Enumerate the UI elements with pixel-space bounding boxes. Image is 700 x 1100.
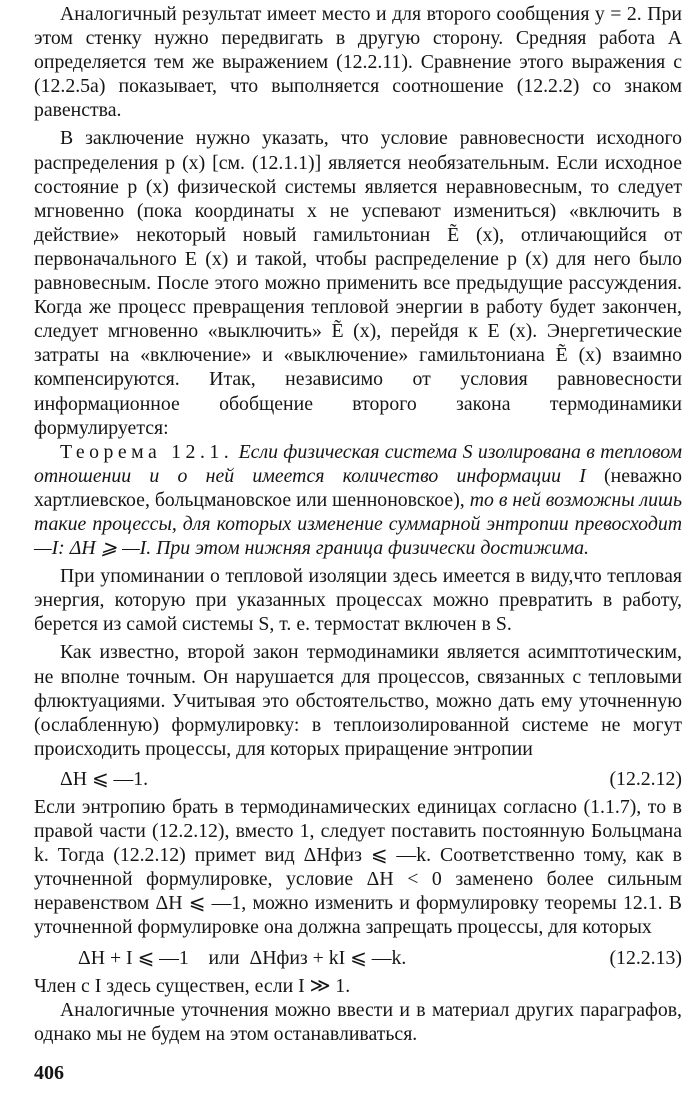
paragraph-4: Как известно, второй закон термодинамики является асимптотическим, не вполне точным. Он нарушается для процессов, связанных с тепловыми флюктуациями. Учитывая это обстоятельство, можно дать ему уточненную (ослабленную) формулировку: в теплоизолированной системе не могут происходить процессы, для которых приращение энтропии <box>34 641 682 760</box>
theorem-statement-part1: Если физическая система S изолирована в тепловом отношении и о ней имеется количество информации I <box>34 440 682 487</box>
equation-number: (12.2.12) <box>609 767 682 790</box>
formula-12-2-13 <box>34 946 682 970</box>
formula-expression: ΔH ⩽ —1. <box>60 767 149 790</box>
paragraph-6: Член с I здесь существен, если I ≫ 1. <box>34 974 351 997</box>
paragraph-1: Аналогичный результат имеет место и для второго сообщения y = 2. При этом стенку нужно передвигать в другую сторону. Средняя работа A определяется тем же выражением (12.2.11). Сравнение этого выражения с (12.2.5а) показывает, что выполняется соотношение (12.2.2) со знаком равенства. <box>34 3 682 122</box>
equation-number: (12.2.13) <box>609 946 682 969</box>
page-number: 406 <box>34 1062 64 1084</box>
formula-expression: ΔH + I ⩽ —1 или ΔHфиз + kI ⩽ —k. <box>78 946 407 969</box>
formula-12-2-12 <box>34 767 682 791</box>
theorem <box>34 440 682 560</box>
theorem-label: Теорема 12.1. <box>60 440 234 463</box>
paragraph-2: В заключение нужно указать, что условие равновесности исходного распределения p (x) [см. (12.1.1)] является необязательным. Если исходное состояние p (x) физической системы является неравновесным, то следует мгновенно (пока координаты x не успевают измениться) «включить в действие» некоторый новый гамильтониан Ẽ (x), отличающийся от первоначального E (x) и такой, чтобы распределение p (x) для него было равновесным. После этого можно применить все предыдущие рассуждения. Когда же процесс превращения тепловой энергии в работу будет закончен, следует мгновенно «выключить» Ẽ (x), перейдя к E (x). Энергетические затраты на «включение» и «выключение» гамильтониана Ẽ (x) взаимно компенсируются. Итак, независимо от условия равновесности информационное обобщение второго закона термодинамики формулируется: <box>34 127 682 439</box>
paragraph-7: Аналогичные уточнения можно ввести и в материал других параграфов, однако мы не будем на этом останавливаться. <box>34 998 682 1045</box>
theorem-statement-part3: то в ней возможны лишь такие процессы, для которых изменение суммарной энтропии превосходит —I: ΔH ⩾ —I. При этом нижняя граница физически достижима. <box>34 488 682 560</box>
paragraph-5: Если энтропию брать в термодинамических единицах согласно (1.1.7), то в правой части (12.2.12), вместо 1, следует поставить постоянную Больцмана k. Тогда (12.2.12) примет вид ΔHфиз ⩽ —k. Соответственно тому, как в уточненной формулировке, условие ΔH < 0 заменено более сильным неравенством ΔH ⩽ —1, можно изменить и формулировку теоремы 12.1. В уточненной формулировке она должна запрещать процессы, для которых <box>34 796 682 939</box>
paragraph-3: При упоминании о тепловой изоляции здесь имеется в виду,что тепловая энергия, которую при указанных процессах можно превратить в работу, берется из самой системы S, т. е. термостат включен в S. <box>34 565 682 636</box>
theorem-statement-part2: (неважно хартлиевское, больцмановское или шенноновское), <box>34 464 682 511</box>
